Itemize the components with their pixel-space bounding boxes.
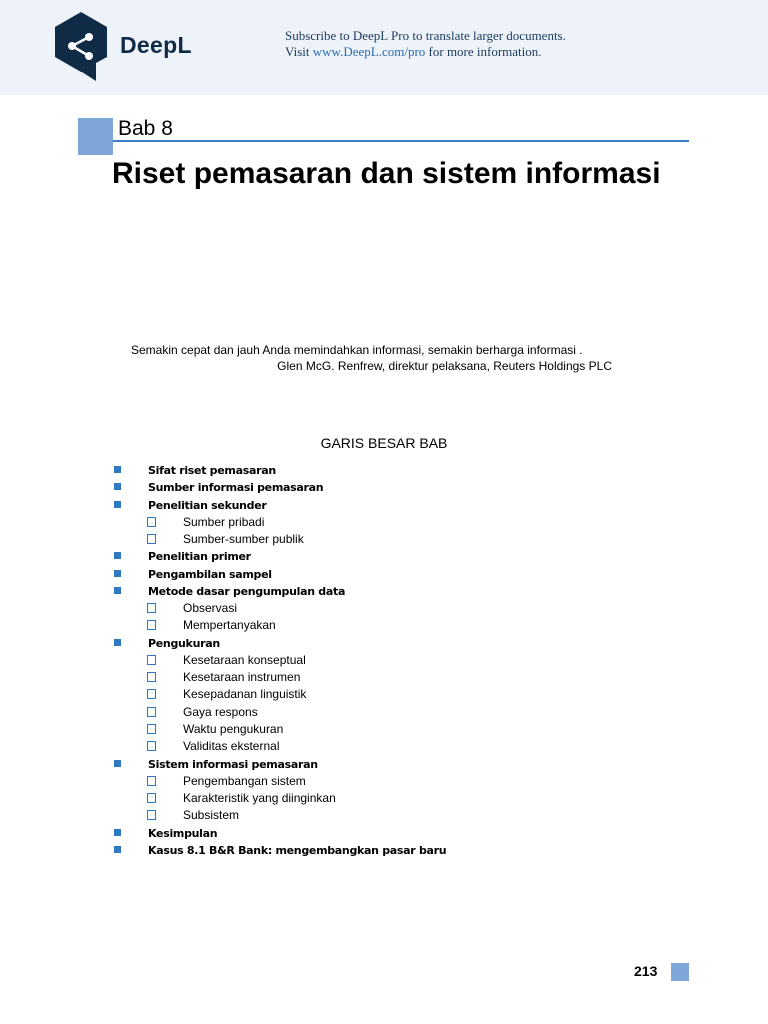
outline-subitem-text: Mempertanyakan bbox=[183, 618, 276, 632]
visit-suffix: for more information. bbox=[425, 44, 542, 59]
outline-item-text: Kesimpulan bbox=[148, 827, 218, 840]
square-bullet-icon bbox=[114, 483, 121, 490]
outline-item-text: Penelitian sekunder bbox=[148, 499, 267, 512]
square-bullet-icon bbox=[114, 846, 121, 853]
hollow-square-bullet-icon bbox=[147, 603, 156, 613]
hollow-square-bullet-icon bbox=[147, 672, 156, 682]
epigraph-quote: Semakin cepat dan jauh Anda memindahkan informasi, semakin berharga informasi . bbox=[131, 343, 583, 357]
outline-subitem-text: Sumber-sumber publik bbox=[183, 532, 304, 546]
outline-item-text: Sumber informasi pemasaran bbox=[148, 481, 324, 494]
outline-subitem-text: Subsistem bbox=[183, 808, 240, 822]
outline-subitem-text: Sumber pribadi bbox=[183, 515, 265, 529]
square-bullet-icon bbox=[114, 760, 121, 767]
chapter-marker-box bbox=[78, 118, 113, 155]
chapter-label: Bab 8 bbox=[118, 117, 173, 140]
visit-prefix: Visit bbox=[285, 44, 313, 59]
subscribe-line: Subscribe to DeepL Pro to translate larger documents. bbox=[285, 28, 566, 43]
visit-line bbox=[285, 44, 566, 60]
deepl-logo[interactable] bbox=[52, 10, 192, 84]
outline-item-text: Sistem informasi pemasaran bbox=[148, 758, 318, 771]
hollow-square-bullet-icon bbox=[147, 620, 156, 630]
square-bullet-icon bbox=[114, 639, 121, 646]
page-number: 213 bbox=[634, 963, 658, 979]
hollow-square-bullet-icon bbox=[147, 517, 156, 527]
hollow-square-bullet-icon bbox=[147, 810, 156, 820]
deepl-banner bbox=[0, 0, 768, 95]
square-bullet-icon bbox=[114, 587, 121, 594]
outline-item-text: Kasus 8.1 B&R Bank: mengembangkan pasar baru bbox=[148, 844, 447, 857]
square-bullet-icon bbox=[114, 570, 121, 577]
outline-item-text: Penelitian primer bbox=[148, 550, 251, 563]
deepl-pro-link[interactable]: www.DeepL.com/pro bbox=[312, 44, 426, 59]
square-bullet-icon bbox=[114, 501, 121, 508]
square-bullet-icon bbox=[114, 552, 121, 559]
subscribe-notice bbox=[285, 28, 566, 60]
hollow-square-bullet-icon bbox=[147, 689, 156, 699]
hollow-square-bullet-icon bbox=[147, 793, 156, 803]
hollow-square-bullet-icon bbox=[147, 707, 156, 717]
hollow-square-bullet-icon bbox=[147, 741, 156, 751]
page-marker-box bbox=[671, 963, 689, 981]
square-bullet-icon bbox=[114, 829, 121, 836]
outline-subitem-text: Pengembangan sistem bbox=[183, 774, 306, 788]
hollow-square-bullet-icon bbox=[147, 655, 156, 665]
outline-subitem-text: Gaya respons bbox=[183, 705, 258, 719]
outline-subitem-text: Kesetaraan instrumen bbox=[183, 670, 301, 684]
outline-item-text: Sifat riset pemasaran bbox=[148, 464, 276, 477]
outline-heading: GARIS BESAR BAB bbox=[320, 435, 448, 451]
hollow-square-bullet-icon bbox=[147, 776, 156, 786]
hollow-square-bullet-icon bbox=[147, 724, 156, 734]
outline-subitem-text: Kesetaraan konseptual bbox=[183, 653, 306, 667]
outline-subitem-text: Validitas eksternal bbox=[183, 739, 280, 753]
outline-item-text: Pengambilan sampel bbox=[148, 568, 272, 581]
outline-item-text: Pengukuran bbox=[148, 637, 220, 650]
outline-subitem-text: Kesepadanan linguistik bbox=[183, 687, 307, 701]
chapter-title: Riset pemasaran dan sistem informasi bbox=[112, 157, 661, 190]
hollow-square-bullet-icon bbox=[147, 534, 156, 544]
deepl-logo-icon bbox=[52, 10, 110, 84]
deepl-brand-name: DeepL bbox=[120, 32, 192, 58]
outline-subitem-text: Observasi bbox=[183, 601, 238, 615]
square-bullet-icon bbox=[114, 466, 121, 473]
outline-subitem-text: Karakteristik yang diinginkan bbox=[183, 791, 336, 805]
outline-item-text: Metode dasar pengumpulan data bbox=[148, 585, 346, 598]
chapter-rule bbox=[113, 140, 689, 142]
epigraph-attribution: Glen McG. Renfrew, direktur pelaksana, Reuters Holdings PLC bbox=[277, 359, 612, 373]
outline-subitem-text: Waktu pengukuran bbox=[183, 722, 284, 736]
